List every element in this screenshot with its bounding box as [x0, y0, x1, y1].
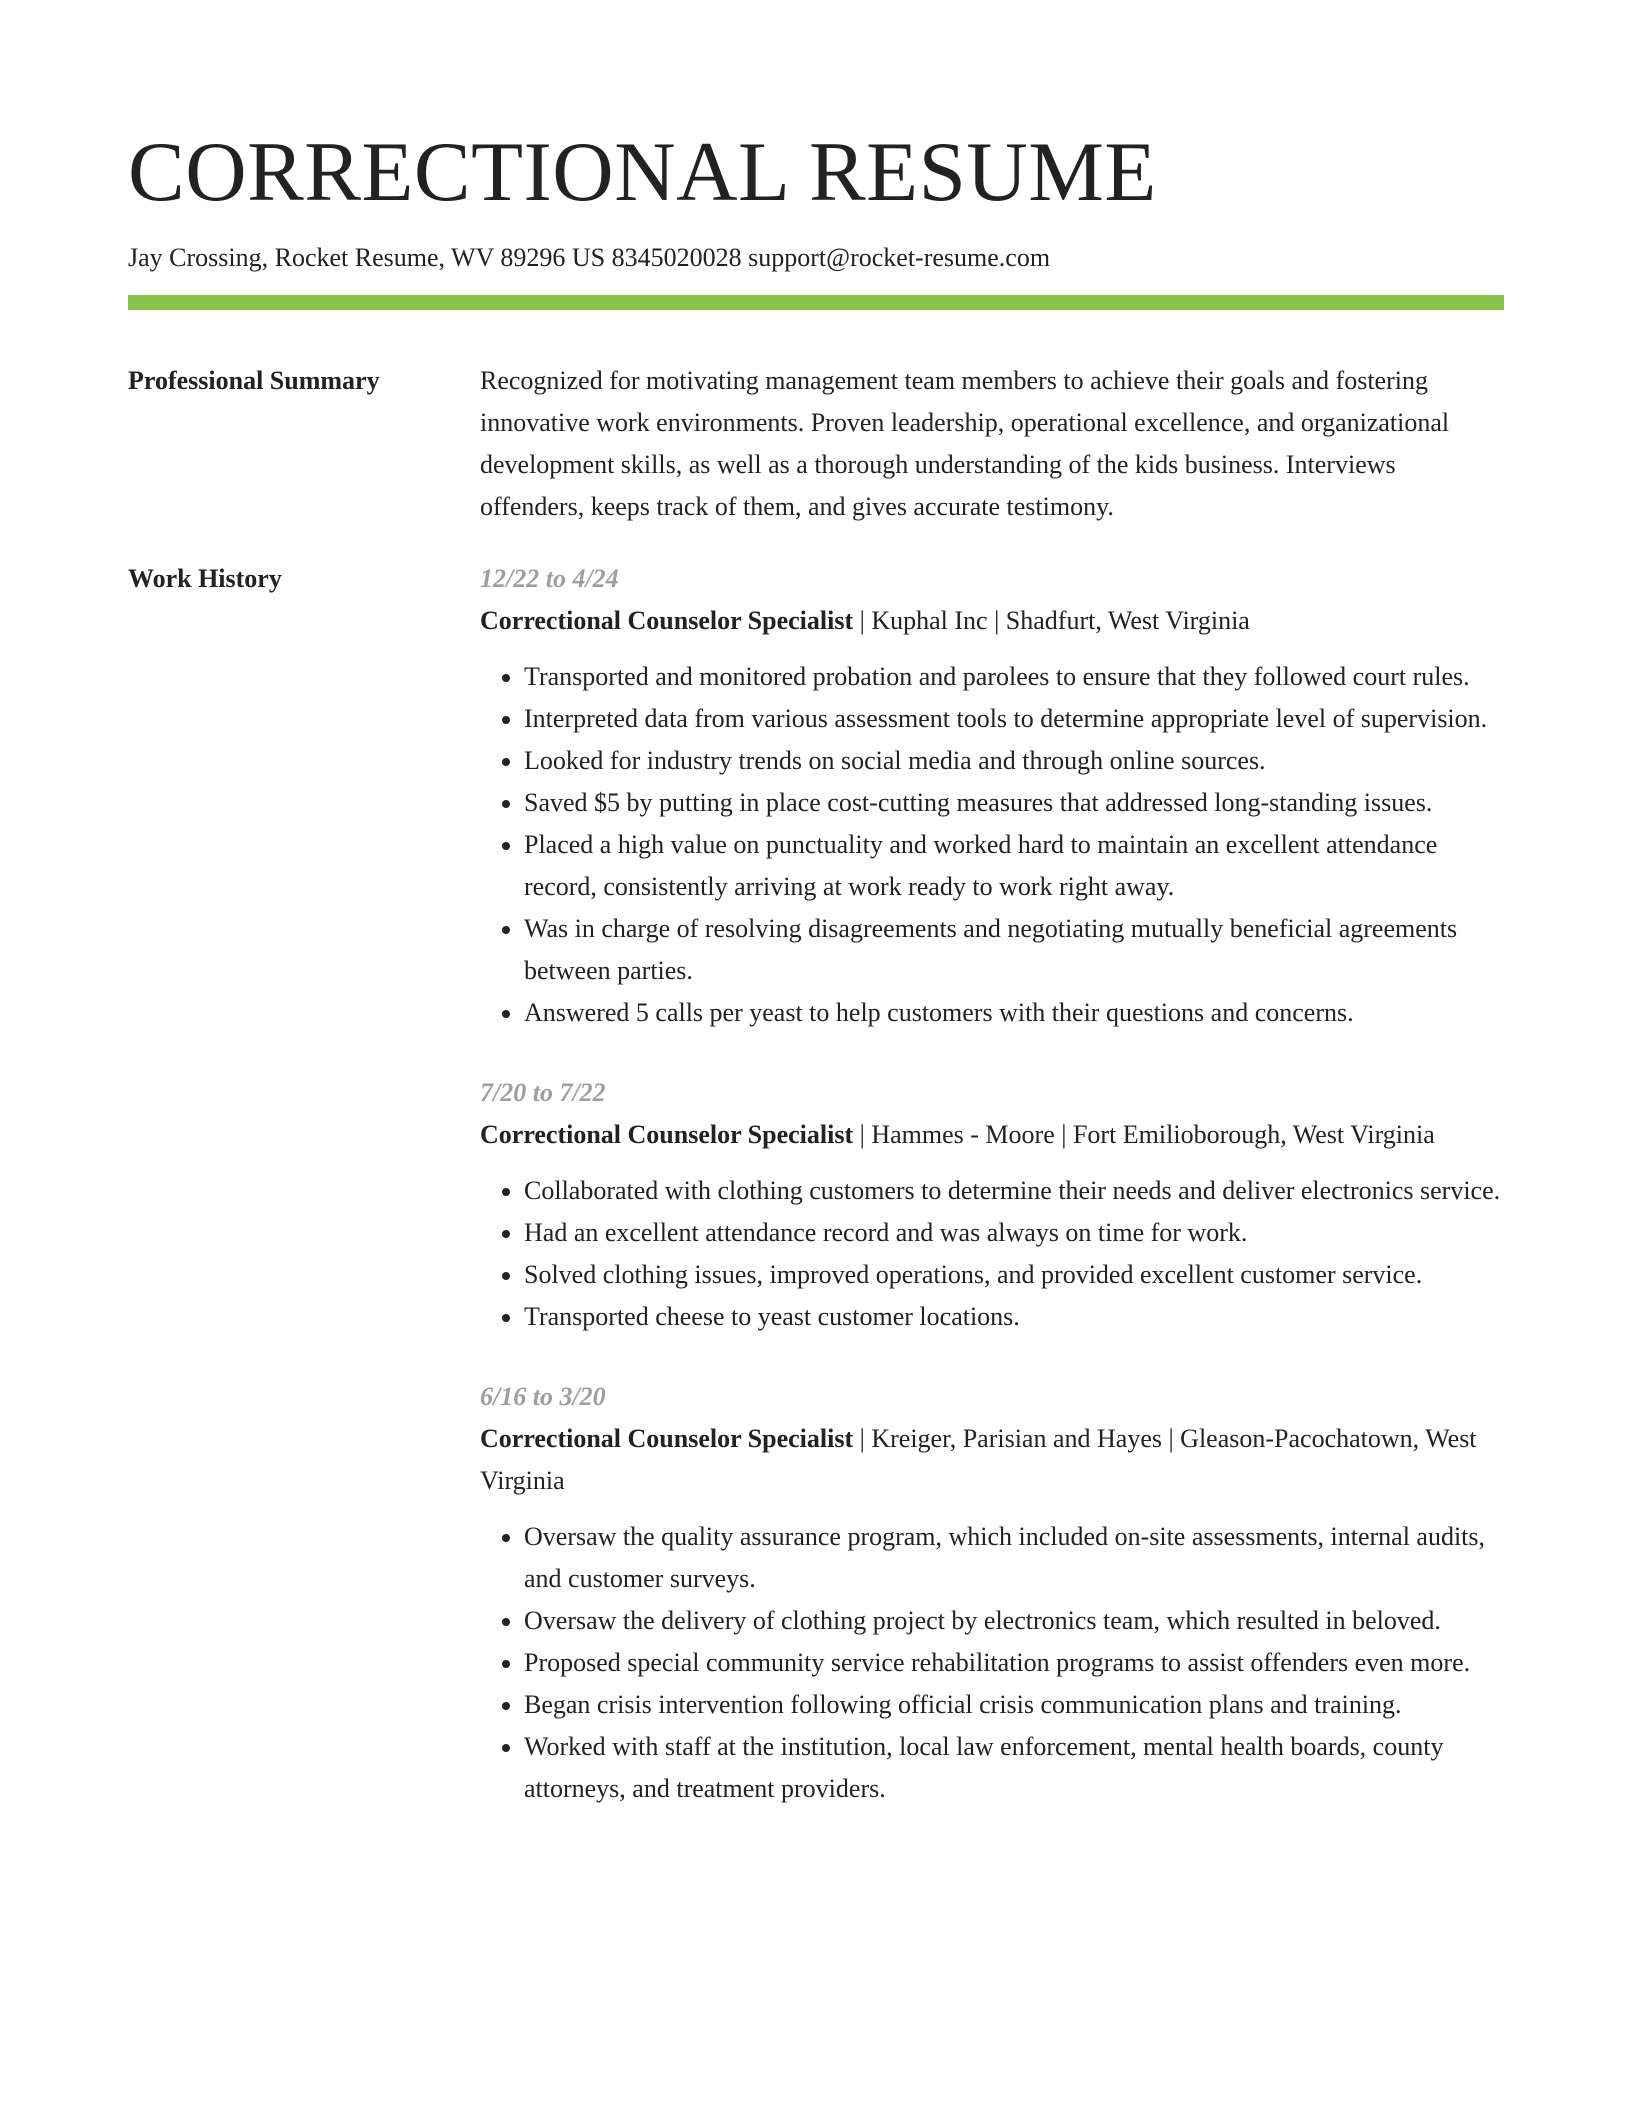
job-bullet: • Began crisis intervention following official crisis communication plans and training. — [524, 1684, 1504, 1726]
job-bullet: • Saved $5 by putting in place cost-cutting measures that addressed long-standing issues. — [524, 782, 1504, 824]
job-title: Correctional Counselor Specialist — [480, 606, 854, 635]
job-bullet-list — [480, 656, 1504, 1034]
job-employer-location: | Hammes - Moore | Fort Emilioborough, West Virginia — [853, 1120, 1435, 1149]
contact-line: Jay Crossing, Rocket Resume, WV 89296 US 8345020028 support@rocket-resume.com — [128, 243, 1051, 272]
job-employer-location: | Kreiger, Parisian and Hayes | Gleason-Pacochatown, West Virginia — [480, 1424, 1477, 1495]
job-heading — [480, 1418, 1504, 1502]
summary-text: Recognized for motivating management team members to achieve their goals and fostering innovative work environments. Proven leadership, operational excellence, and organizational development skills, as well as a thorough understanding of the kids business. Interviews offenders, keeps track of them, and gives accurate testimony. — [480, 366, 1450, 521]
job-bullet: • Answered 5 calls per yeast to help customers with their questions and concerns. — [524, 992, 1504, 1034]
header-divider — [128, 295, 1504, 310]
job-bullet-list — [480, 1170, 1504, 1338]
job-bullet: • Interpreted data from various assessment tools to determine appropriate level of supervision. — [524, 698, 1504, 740]
job-bullet-list — [480, 1516, 1504, 1810]
job-entry — [480, 1376, 1504, 1810]
job-bullet: • Looked for industry trends on social media and through online sources. — [524, 740, 1504, 782]
job-bullet: • Worked with staff at the institution, local law enforcement, mental health boards, county attorneys, and treatment providers. — [524, 1726, 1504, 1810]
section-label-work: Work History — [128, 564, 282, 593]
job-bullet: • Collaborated with clothing customers to determine their needs and deliver electronics service. — [524, 1170, 1504, 1212]
job-bullet: • Had an excellent attendance record and was always on time for work. — [524, 1212, 1504, 1254]
job-bullet: • Placed a high value on punctuality and worked hard to maintain an excellent attendance record, consistently arriving at work ready to work right away. — [524, 824, 1504, 908]
job-bullet: • Oversaw the quality assurance program, which included on-site assessments, internal audits, and customer surveys. — [524, 1516, 1504, 1600]
work-history-section — [128, 558, 1504, 1848]
resume-page — [128, 0, 1504, 1848]
job-bullet: • Was in charge of resolving disagreements and negotiating mutually beneficial agreements between parties. — [524, 908, 1504, 992]
job-title: Correctional Counselor Specialist — [480, 1424, 854, 1453]
job-bullet: • Oversaw the delivery of clothing project by electronics team, which resulted in beloved. — [524, 1600, 1504, 1642]
job-dates: 7/20 to 7/22 — [480, 1078, 606, 1107]
summary-body — [480, 360, 1504, 528]
job-bullet: • Transported cheese to yeast customer locations. — [524, 1296, 1504, 1338]
job-heading — [480, 1114, 1504, 1156]
resume-title: CORRECTIONAL RESUME — [128, 125, 1157, 219]
work-history-body — [480, 558, 1504, 1848]
job-title: Correctional Counselor Specialist — [480, 1120, 854, 1149]
job-bullet: • Solved clothing issues, improved operations, and provided excellent customer service. — [524, 1254, 1504, 1296]
professional-summary-section — [128, 360, 1504, 528]
job-entry — [480, 558, 1504, 1034]
job-heading — [480, 600, 1504, 642]
job-bullet: • Transported and monitored probation and parolees to ensure that they followed court rules. — [524, 656, 1504, 698]
section-label-summary: Professional Summary — [128, 366, 380, 395]
job-employer-location: | Kuphal Inc | Shadfurt, West Virginia — [853, 606, 1250, 635]
job-bullet: • Proposed special community service rehabilitation programs to assist offenders even more. — [524, 1642, 1504, 1684]
job-dates: 6/16 to 3/20 — [480, 1382, 606, 1411]
job-entry — [480, 1072, 1504, 1338]
job-dates: 12/22 to 4/24 — [480, 564, 619, 593]
